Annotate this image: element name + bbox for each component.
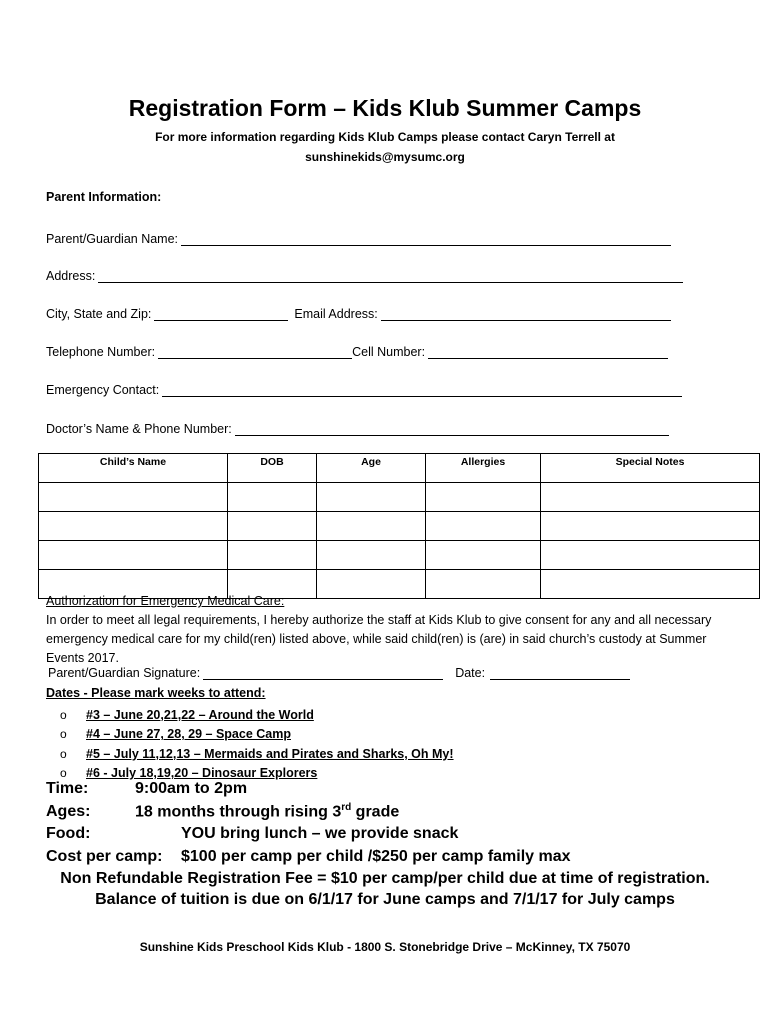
table-cell[interactable]: [228, 512, 317, 541]
time-label: Time:: [46, 780, 89, 797]
children-table: [38, 453, 760, 599]
bullet-circle-icon[interactable]: o: [60, 707, 67, 722]
cell-label: Cell Number:: [352, 345, 426, 359]
table-cell[interactable]: [39, 541, 228, 570]
table-cell[interactable]: [39, 512, 228, 541]
col-age: Age: [317, 454, 426, 483]
table-cell[interactable]: [39, 483, 228, 512]
emergency-contact-field[interactable]: [46, 379, 682, 397]
address-label: Address:: [46, 269, 96, 283]
signature-label: Parent/Guardian Signature:: [48, 666, 201, 680]
col-special-notes: Special Notes: [541, 454, 760, 483]
cost-value: $100 per camp per child /$250 per camp family max: [181, 848, 571, 865]
week-label: #4 – June 27, 28, 29 – Space Camp: [86, 727, 291, 742]
table-cell[interactable]: [317, 512, 426, 541]
telephone-label: Telephone Number:: [46, 345, 156, 359]
date-line[interactable]: [490, 666, 630, 680]
week-label: #6 - July 18,19,20 – Dinosaur Explorers: [86, 766, 318, 781]
doctor-line[interactable]: [235, 422, 669, 436]
contact-info-line: For more information regarding Kids Klub Camps please contact Caryn Terrell at: [155, 130, 615, 144]
food-label: Food:: [46, 825, 91, 842]
bullet-circle-icon[interactable]: o: [60, 766, 67, 781]
bullet-circle-icon[interactable]: o: [60, 727, 67, 742]
week-label: #5 – July 11,12,13 – Mermaids and Pirates and Sharks, Oh My!: [86, 746, 454, 761]
col-dob: DOB: [228, 454, 317, 483]
table-row: [39, 483, 760, 512]
emergency-contact-line[interactable]: [162, 383, 682, 397]
table-row: [39, 541, 760, 570]
weeks-list: [60, 705, 454, 783]
ages-sup: rd: [341, 802, 352, 813]
week-item[interactable]: [60, 744, 454, 764]
signature-row[interactable]: [48, 666, 738, 680]
week-item[interactable]: [60, 705, 454, 725]
bullet-circle-icon[interactable]: o: [60, 746, 67, 761]
table-cell[interactable]: [541, 541, 760, 570]
food-row: [46, 825, 458, 843]
time-value: 9:00am to 2pm: [135, 780, 248, 797]
time-row: [46, 780, 247, 798]
city-state-zip-label: City, State and Zip:: [46, 307, 152, 321]
table-cell[interactable]: [317, 541, 426, 570]
cost-label: Cost per camp:: [46, 848, 163, 865]
table-cell[interactable]: [541, 483, 760, 512]
authorization-section: [46, 592, 736, 668]
authorization-body: In order to meet all legal requirements, I hereby authorize the staff at Kids Klub to give consent for any and all necessary emergency medical care for my child(ren) listed above, while said child(ren) is (are) in said church’s custody at Summer Events 2017.: [46, 613, 712, 665]
table-cell[interactable]: [426, 541, 541, 570]
email-label: Email Address:: [294, 307, 378, 321]
table-row: [39, 512, 760, 541]
table-cell[interactable]: [317, 483, 426, 512]
week-label: #3 – June 20,21,22 – Around the World: [86, 707, 314, 722]
balance-line: Balance of tuition is due on 6/1/17 for June camps and 7/1/17 for July camps: [95, 891, 675, 908]
address-line[interactable]: [98, 269, 683, 283]
footer-address: Sunshine Kids Preschool Kids Klub - 1800 S. Stonebridge Drive – McKinney, TX 75070: [139, 940, 631, 954]
col-allergies: Allergies: [426, 454, 541, 483]
city-state-zip-line[interactable]: [154, 307, 288, 321]
ages-row: [46, 802, 399, 821]
email-line[interactable]: [381, 307, 671, 321]
contact-email: sunshinekids@mysumc.org: [305, 150, 465, 164]
cost-row: [46, 848, 571, 866]
address-field[interactable]: [46, 265, 683, 283]
table-cell[interactable]: [426, 483, 541, 512]
parent-section-heading: Parent Information:: [46, 190, 162, 204]
table-cell[interactable]: [426, 512, 541, 541]
city-state-zip-field[interactable]: [46, 303, 671, 321]
signature-line[interactable]: [203, 666, 443, 680]
form-title: Registration Form – Kids Klub Summer Camps: [128, 95, 642, 121]
authorization-heading: Authorization for Emergency Medical Care:: [46, 594, 285, 608]
date-label: Date:: [455, 666, 486, 680]
guardian-name-field[interactable]: [46, 228, 671, 246]
ages-tail: grade: [351, 803, 400, 821]
week-item[interactable]: [60, 725, 454, 745]
table-cell[interactable]: [228, 541, 317, 570]
guardian-name-line[interactable]: [181, 232, 671, 246]
ages-value: 18 months through rising 3: [135, 803, 342, 821]
table-cell[interactable]: [228, 483, 317, 512]
table-cell[interactable]: [541, 512, 760, 541]
dates-heading: Dates - Please mark weeks to attend:: [46, 686, 266, 700]
emergency-contact-label: Emergency Contact:: [46, 383, 160, 397]
ages-label: Ages:: [46, 803, 91, 821]
doctor-label: Doctor’s Name & Phone Number:: [46, 422, 232, 436]
col-childs-name: Child’s Name: [39, 454, 228, 483]
doctor-field[interactable]: [46, 418, 669, 436]
fee-line: Non Refundable Registration Fee = $10 per camp/per child due at time of registration.: [60, 870, 710, 887]
cell-line[interactable]: [428, 345, 668, 359]
telephone-field[interactable]: [46, 341, 668, 359]
children-table-header: [39, 454, 760, 483]
food-value: YOU bring lunch – we provide snack: [181, 825, 459, 842]
telephone-line[interactable]: [158, 345, 352, 359]
guardian-name-label: Parent/Guardian Name:: [46, 232, 179, 246]
